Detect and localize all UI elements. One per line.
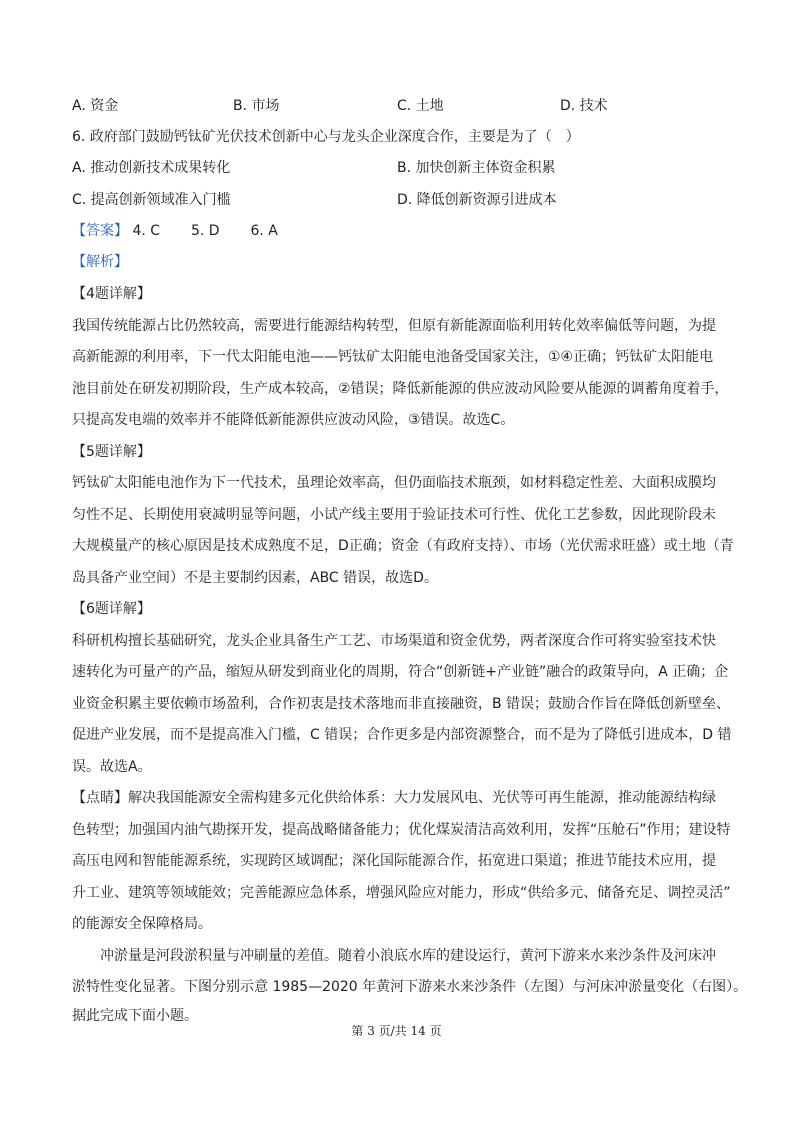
intro-line: 冲淤量是河段淤积量与冲刷量的差值。随着小浪底水库的建设运行，黄河下游来水来沙条件及河床冲 [100,948,716,964]
option-a-funds: A. 资金 [72,98,119,114]
q6-option-a: A. 推动创新技术成果转化 [72,160,231,176]
q6-detail-line: 科研机构擅长基础研究，龙头企业具备生产工艺、市场渠道和资金优势，两者深度合作可将实验室技术快 [72,633,716,649]
q6-option-b: B. 加快创新主体资金积累 [397,160,556,176]
answer-line [72,220,278,240]
tip-line: 升工业、建筑等领域能效；完善能源应急体系，增强风险应对能力，形成“供给多元、储备充足、调控灵活” [72,885,731,901]
q6-detail-line: 业资金积累主要依赖市场盈利，合作初衷是技术落地而非直接融资，B 错误；鼓励合作旨在降低创新壁垒、 [72,696,731,712]
q4-line: 我国传统能源占比仍然较高，需要进行能源结构转型，但原有新能源面临利用转化效率偏低等问题，为提 [72,318,716,334]
q6-option-d: D. 降低创新资源引进成本 [397,192,557,208]
q5-line: 岛具备产业空间）不是主要制约因素，ABC 错误，故选D。 [72,570,438,586]
answer-label: 【答案】 [72,223,128,239]
q6-detail-line: 速转化为可量产的产品，缩短从研发到商业化的周期，符合“创新链+产业链”融合的政策导向，A 正确；企 [72,664,729,680]
answer-4: 4. C [132,223,161,239]
tip-text: 解决我国能源安全需构建多元化供给体系：大力发展风电、光伏等可再生能源，推动能源结构绿 [128,790,716,806]
option-b-market: B. 市场 [233,98,280,114]
q5-line: 匀性不足、长期使用衰减明显等问题，小试产线主要用于验证技术可行性、优化工艺参数，因此现阶段未 [72,507,716,523]
q5-heading: 【5题详解】 [72,444,151,460]
q4-heading: 【4题详解】 [72,286,151,302]
q6-detail-line: 误。故选A。 [72,759,152,775]
tip-line-1 [72,787,716,807]
intro-line: 据此完成下面小题。 [72,1008,198,1024]
analysis-label: 【解析】 [72,254,128,270]
tip-label: 【点睛】 [72,790,128,806]
q4-line: 池目前处在研发初期阶段，生产成本较高，②错误；降低新能源的供应波动风险要从能源的调蓄角度着手， [72,381,729,397]
tip-line: 的能源安全保障格局。 [72,916,212,932]
answer-6: 6. A [250,223,278,239]
q4-line: 高新能源的利用率，下一代太阳能电池——钙钛矿太阳能电池备受国家关注，①④正确；钙钛矿太阳能电 [72,349,714,365]
q5-line: 大规模量产的核心原因是技术成熟度不足，D正确；资金（有政府支持）、市场（光伏需求旺盛）或土地（青 [72,538,734,554]
q4-line: 只提高发电端的效率并不能降低新能源供应波动风险，③错误。故选C。 [72,412,515,428]
answer-5: 5. D [190,223,220,239]
q6-detail-line: 促进产业发展，而不是提高准入门槛，C 错误；合作更多是内部资源整合，而不是为了降低引进成本，D 错 [72,727,732,743]
option-d-technology: D. 技术 [560,98,608,114]
q6-option-c: C. 提高创新领域准入门槛 [72,192,231,208]
intro-line: 淤特性变化显著。下图分别示意 1985—2020 年黄河下游来水来沙条件（左图）与河床冲淤量变化（右图）。 [72,979,748,995]
tip-line: 高压电网和智能能源系统，实现跨区域调配；深化国际能源合作，拓宽进口渠道；推进节能技术应用，提 [72,853,716,869]
page-footer: 第 3 页/共 14 页 [351,1024,442,1038]
q5-line: 钙钛矿太阳能电池作为下一代技术，虽理论效率高，但仍面临技术瓶颈，如材料稳定性差、大面积成膜均 [72,475,716,491]
option-c-land: C. 土地 [397,98,444,114]
q6-detail-heading: 【6题详解】 [72,601,151,617]
tip-line: 色转型；加强国内油气勘探开发，提高战略储备能力；优化煤炭清洁高效利用，发挥“压舱石”作用；建设特 [72,822,731,838]
question-6-stem: 6. 政府部门鼓励钙钛矿光伏技术创新中心与龙头企业深度合作，主要是为了（ ） [72,129,580,145]
